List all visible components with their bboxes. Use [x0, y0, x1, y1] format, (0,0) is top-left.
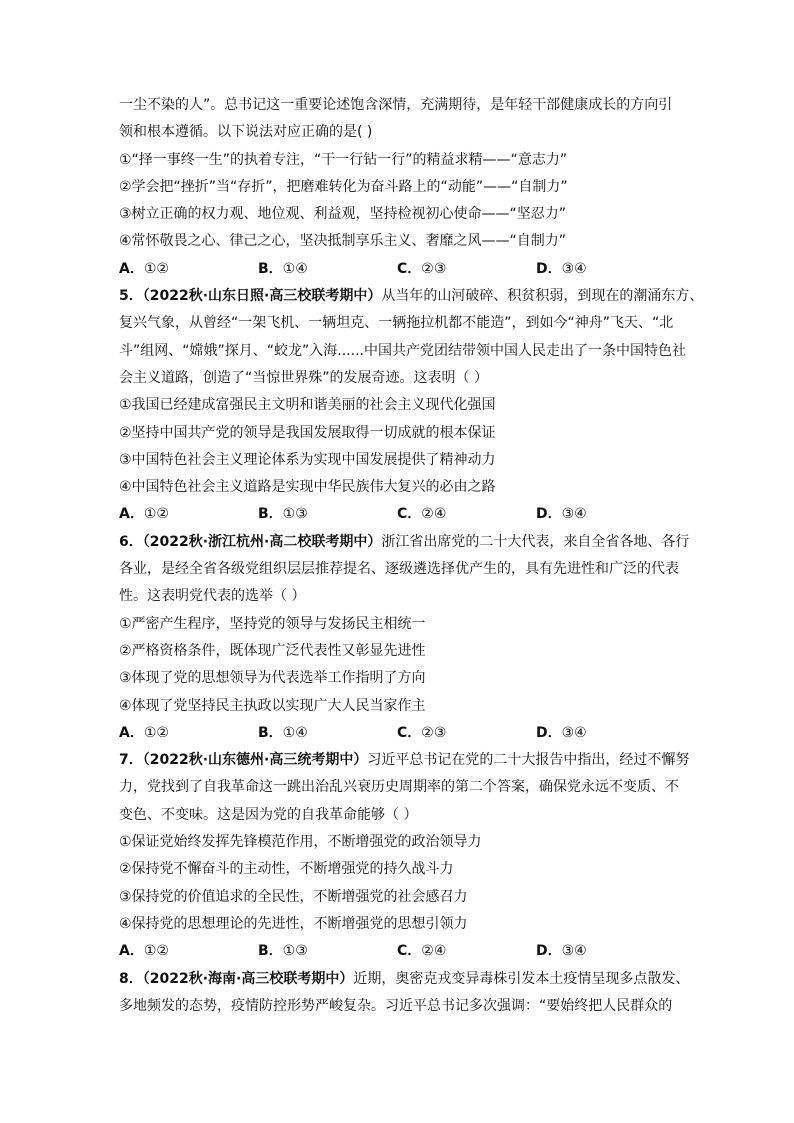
- statement-4: ④体现了党坚持民主执政以实现广大人民当家作主: [119, 697, 426, 714]
- question-8: [119, 966, 690, 1021]
- statement-4: ④保持党的思想理论的先进性，不断增强党的思想引领力: [119, 915, 468, 932]
- question-stem-line: 6．（2022秋·浙江杭州·高二校联考期中）浙江省出席党的二十大代表，来自全省各地、各行: [119, 533, 690, 550]
- question-number: 5．: [119, 288, 143, 305]
- statement-2: ②坚持中国共产党的领导是我国发展取得一切成就的根本保证: [119, 424, 496, 441]
- option-b[interactable]: B．①③: [258, 943, 308, 960]
- question-stem-line: 7．（2022秋·山东德州·高三统考期中）习近平总书记在党的二十大报告中指出，经过不懈努: [119, 752, 690, 769]
- question-number: 6．: [119, 533, 143, 550]
- option-c[interactable]: C．②④: [397, 943, 447, 960]
- option-d[interactable]: D．③④: [536, 506, 587, 523]
- statement-3: ③中国特色社会主义理论体系为实现中国发展提供了精神动力: [119, 451, 496, 468]
- option-b[interactable]: B．①④: [258, 724, 308, 741]
- question-source: （2022秋·浙江杭州·高二校联考期中）: [142, 533, 382, 550]
- question-stem-line: 5．（2022秋·山东日照·高三校联考期中）从当年的山河破碎、积贫积弱，到现在的潮涌东方、: [119, 288, 704, 305]
- question-text-line: 多地频发的态势，疫情防控形势严峻复杂。习近平总书记多次强调：“要始终把人民群众的: [119, 997, 673, 1014]
- option-c[interactable]: C．②③: [397, 260, 447, 277]
- question-text-line: 变色、不变味。这是因为党的自我革命能够（ ）: [119, 806, 418, 823]
- question-stem-line: 8．（2022秋·海南·高三校联考期中）近期，奥密克戎变异毒株引发本土疫情呈现多点散发、: [119, 970, 690, 987]
- question-text-line: 性。这表明党代表的选举（ ）: [119, 588, 306, 605]
- statement-1: ①严密产生程序，坚持党的领导与发扬民主相统一: [119, 615, 426, 632]
- question-text-line: 会主义道路，创造了“当惊世界殊”的发展奇迹。这表明（ ）: [119, 369, 488, 386]
- answer-options: [119, 256, 679, 283]
- option-c[interactable]: C．②④: [397, 506, 447, 523]
- question-4-continuation: [119, 92, 679, 283]
- statement-4: ④中国特色社会主义道路是实现中华民族伟大复兴的必由之路: [119, 479, 496, 496]
- question-text-line: 力，党找到了自我革命这一跳出治乱兴衰历史周期率的第二个答案，确保党永远不变质、不: [119, 779, 679, 796]
- statement-2: ②保持党不懈奋斗的主动性，不断增强党的持久战斗力: [119, 861, 454, 878]
- question-text-line: 各业，是经全省各级党组织层层推荐提名、逐级遴选择优产生的，具有先进性和广泛的代表: [119, 561, 679, 578]
- question-text-line: 复兴气象，从曾经“一架飞机、一辆坦克、一辆拖拉机都不能造”，到如今“神舟”飞天、“北: [119, 315, 674, 332]
- statement-3: ③树立正确的权力观、地位观、利益观，坚持检视初心使命——“坚忍力”: [119, 206, 567, 223]
- statement-1: ①我国已经建成富强民主文明和谐美丽的社会主义现代化强国: [119, 397, 496, 414]
- question-7: [119, 747, 690, 965]
- statement-2: ②学会把“挫折”当“存折”，把磨难转化为奋斗路上的“动能”——“自制力”: [119, 178, 568, 195]
- question-5: [119, 283, 704, 529]
- statement-2: ②严格资格条件，既体现广泛代表性又彰显先进性: [119, 642, 426, 659]
- question-6: [119, 529, 690, 747]
- option-d[interactable]: D．③④: [536, 943, 587, 960]
- question-source: （2022秋·山东德州·高三统考期中）: [142, 752, 368, 769]
- statement-4: ④常怀敬畏之心、律己之心，坚决抵制享乐主义、奢靡之风——“自制力”: [119, 233, 567, 250]
- answer-options: [119, 720, 679, 747]
- question-text-line: 一尘不染的人”。总书记这一重要论述饱含深情，充满期待，是年轻干部健康成长的方向引: [119, 97, 673, 113]
- option-b[interactable]: B．①④: [258, 260, 308, 277]
- question-text-line: 领和根本遵循。以下说法对应正确的是( ): [119, 124, 373, 141]
- statement-3: ③保持党的价值追求的全民性，不断增强党的社会感召力: [119, 888, 468, 905]
- statement-1: ①“择一事终一生”的执着专注，“干一行钻一行”的精益求精——“意志力”: [119, 151, 568, 168]
- answer-options: [119, 501, 679, 528]
- option-c[interactable]: C．②③: [397, 724, 447, 741]
- option-a[interactable]: A．①②: [119, 724, 169, 741]
- question-source: （2022秋·山东日照·高三校联考期中）: [142, 288, 382, 305]
- option-a[interactable]: A．①②: [119, 506, 169, 523]
- option-b[interactable]: B．①③: [258, 506, 308, 523]
- question-text-line: 斗”组网、“嫦娥”探月、“蛟龙”入海......中国共产党团结带领中国人民走出了一条中国特色社: [119, 342, 686, 359]
- question-content: [119, 92, 704, 1020]
- statement-3: ③体现了党的思想领导为代表选举工作指明了方向: [119, 670, 426, 687]
- question-number: 8．: [119, 970, 143, 987]
- option-a[interactable]: A．①②: [119, 943, 169, 960]
- statement-1: ①保证党始终发挥先锋模范作用，不断增强党的政治领导力: [119, 834, 482, 851]
- option-d[interactable]: D．③④: [536, 724, 587, 741]
- answer-options: [119, 938, 679, 965]
- option-d[interactable]: D．③④: [536, 260, 587, 277]
- option-a[interactable]: A．①②: [119, 260, 169, 277]
- question-source: （2022秋·海南·高三校联考期中）: [142, 970, 354, 987]
- question-number: 7．: [119, 752, 143, 769]
